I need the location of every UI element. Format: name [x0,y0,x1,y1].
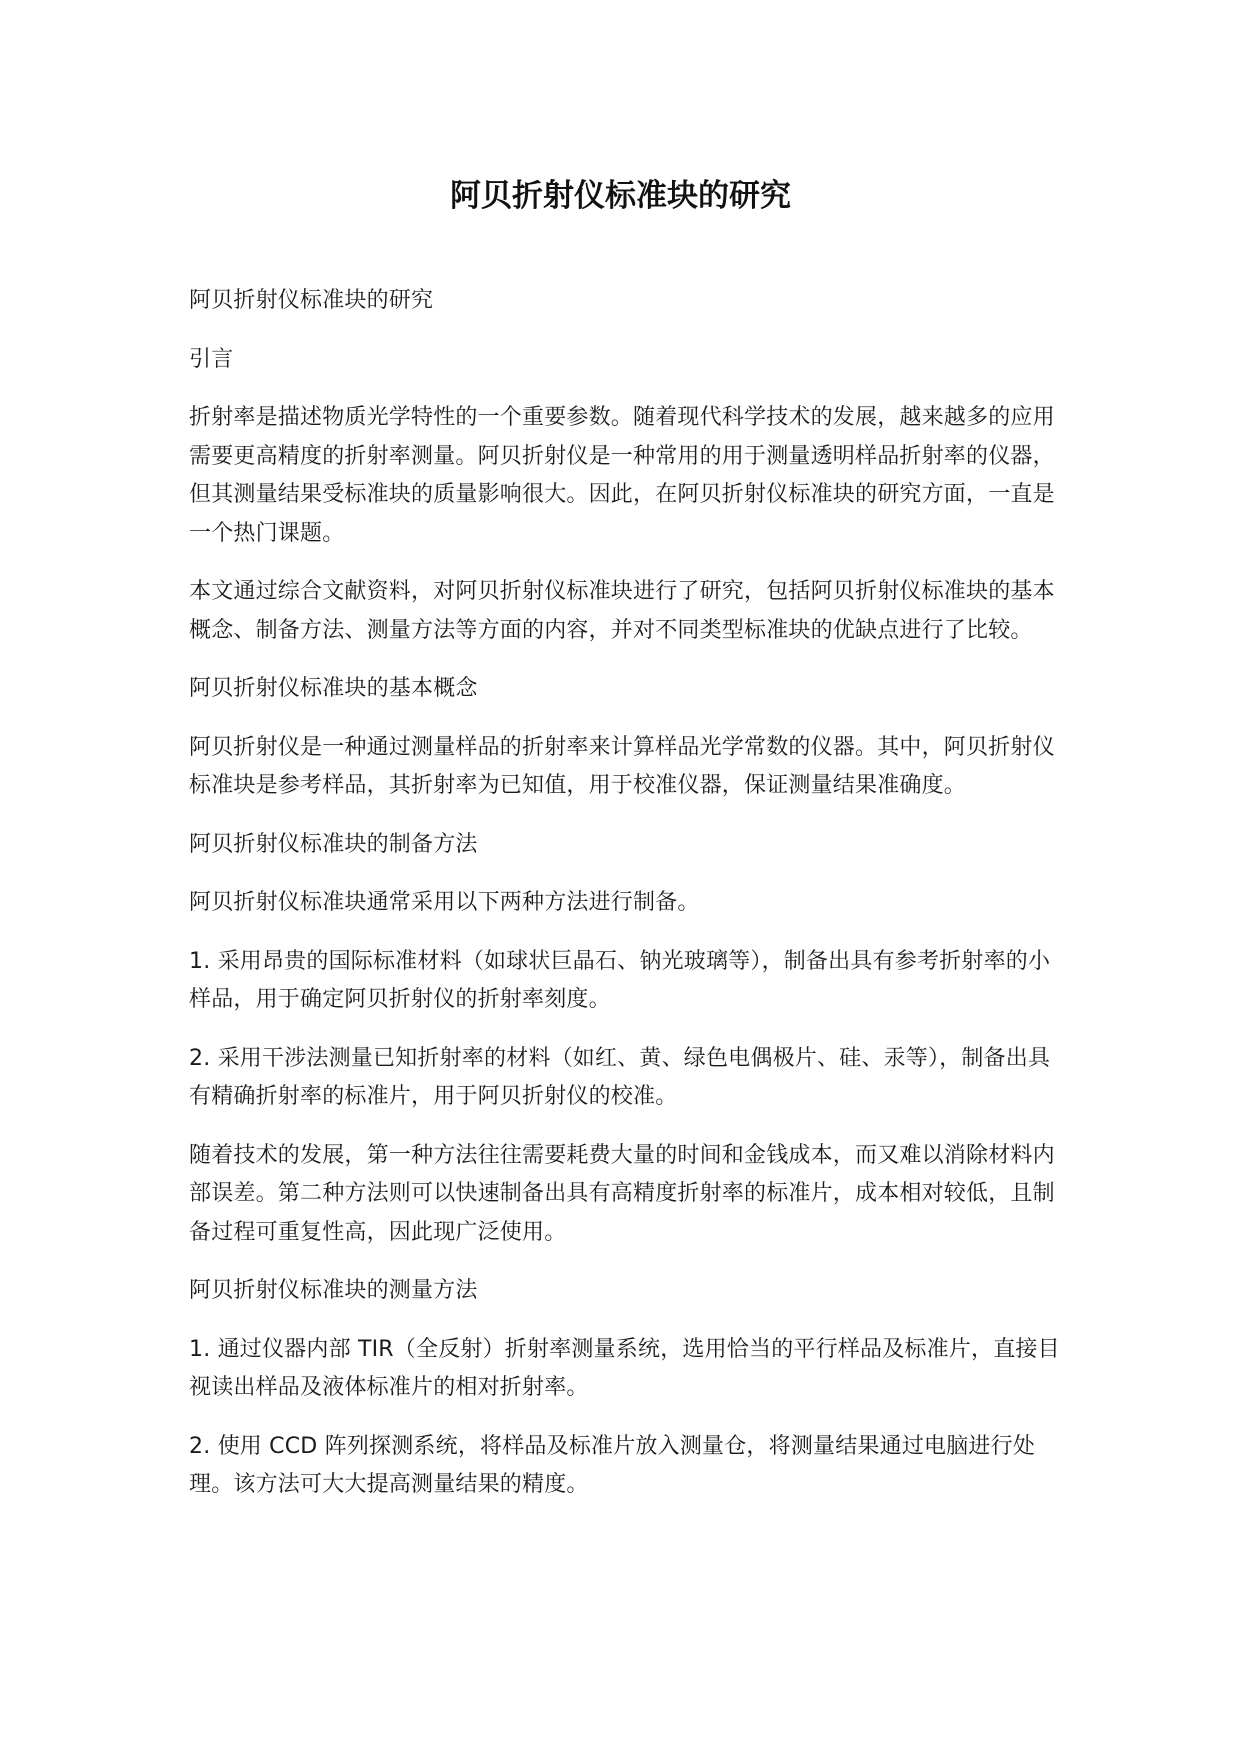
paragraph-preparation-intro: 阿贝折射仪标准块通常采用以下两种方法进行制备。 [189,890,700,915]
paragraph-preparation-method-2: 2. 采用干涉法测量已知折射率的材料（如红、黄、绿色电偶极片、硅、汞等），制备出具有精确折射率的标准片，用于阿贝折射仪的校准。 [189,1045,1051,1109]
paragraph-preparation-comparison: 随着技术的发展，第一种方法往往需要耗费大量的时间和金钱成本，而又难以消除材料内部误差。第二种方法则可以快速制备出具有高精度折射率的标准片，成本相对较低，且制备过程可重复性高，因此现广泛使用。 [189,1142,1055,1245]
paragraph-heading-introduction: 引言 [189,346,234,372]
paragraph-scope: 本文通过综合文献资料，对阿贝折射仪标准块进行了研究，包括阿贝折射仪标准块的基本概念、制备方法、测量方法等方面的内容，并对不同类型标准块的优缺点进行了比较。 [189,579,1055,643]
paragraph-introduction: 折射率是描述物质光学特性的一个重要参数。随着现代科学技术的发展，越来越多的应用需要更高精度的折射率测量。阿贝折射仪是一种常用的用于测量透明样品折射率的仪器，但其测量结果受标准块的质量影响很大。因此，在阿贝折射仪标准块的研究方面，一直是一个热门课题。 [189,405,1055,546]
paragraph-heading-concept: 阿贝折射仪标准块的基本概念 [189,676,478,701]
paragraph-subtitle: 阿贝折射仪标准块的研究 [189,288,434,313]
paragraph-measurement-method-1: 1. 通过仪器内部 TIR（全反射）折射率测量系统，选用恰当的平行样品及标准片，直接目视读出样品及液体标准片的相对折射率。 [189,1336,1060,1400]
document-body [189,282,1069,1525]
paragraph-preparation-method-1: 1. 采用昂贵的国际标准材料（如球状巨晶石、钠光玻璃等），制备出具有参考折射率的小样品，用于确定阿贝折射仪的折射率刻度。 [189,948,1051,1012]
paragraph-concept: 阿贝折射仪是一种通过测量样品的折射率来计算样品光学常数的仪器。其中，阿贝折射仪标准块是参考样品，其折射率为已知值，用于校准仪器，保证测量结果准确度。 [189,734,1055,798]
paragraph-heading-preparation: 阿贝折射仪标准块的制备方法 [189,831,478,857]
paragraph-measurement-method-2: 2. 使用 CCD 阵列探测系统，将样品及标准片放入测量仓，将测量结果通过电脑进行处理。该方法可大大提高测量结果的精度。 [189,1433,1036,1497]
paragraph-heading-measurement: 阿贝折射仪标准块的测量方法 [189,1278,478,1303]
document-title: 阿贝折射仪标准块的研究 [450,178,791,214]
